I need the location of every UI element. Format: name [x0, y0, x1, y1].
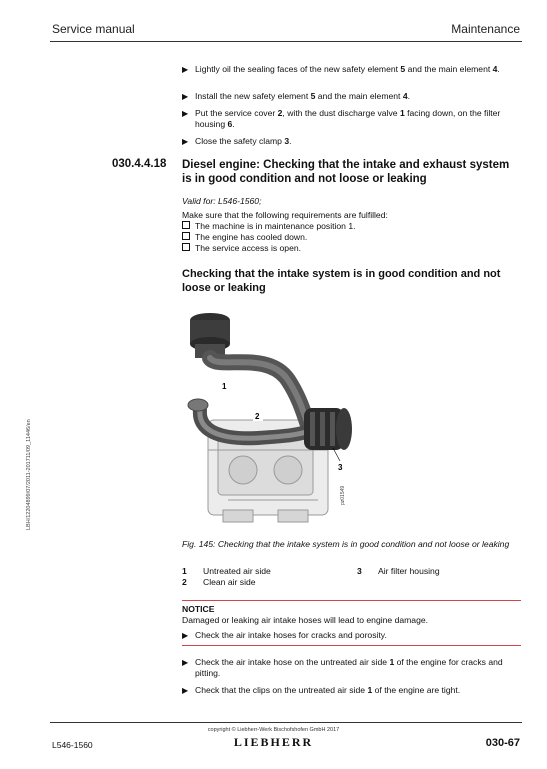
step-item: ▶ Close the safety clamp 3. — [182, 136, 292, 146]
requirement-item: The machine is in maintenance position 1. — [182, 221, 356, 232]
model-code: L546-1560 — [52, 740, 93, 750]
checkbox-icon — [182, 243, 190, 251]
checkbox-icon — [182, 221, 190, 229]
header-right: Maintenance — [451, 22, 520, 36]
page-number: 030-67 — [485, 737, 520, 749]
legend-text: Clean air side — [203, 577, 256, 587]
arrow-icon: ▶ — [182, 92, 189, 101]
checkbox-icon — [182, 232, 190, 240]
step-item: ▶ Lightly oil the sealing faces of the new safety element 5 and the main element 4. — [182, 64, 500, 74]
valid-for: Valid for: L546-1560; — [182, 196, 262, 206]
legend-num: 1 — [182, 566, 187, 576]
engine-intake-figure — [178, 300, 358, 532]
arrow-icon: ▶ — [182, 109, 189, 118]
step-item: ▶ Put the service cover 2, with the dust discharge valve 1 facing down, on the filter housing 6. — [182, 108, 501, 129]
legend-num: 3 — [357, 566, 362, 576]
arrow-icon: ▶ — [182, 658, 189, 667]
subsection-title: Checking that the intake system is in good condition and not loose or leaking — [182, 268, 501, 294]
step-item: ▶ Check the air intake hose on the untreated air side 1 of the engine for cracks and pitting. — [182, 657, 503, 678]
arrow-icon: ▶ — [182, 65, 189, 74]
requirements-intro: Make sure that the following requirements are fulfilled: — [182, 210, 388, 220]
requirement-item: The engine has cooled down. — [182, 232, 307, 243]
image-code: pz01549 — [340, 485, 346, 505]
footer-rule — [50, 722, 522, 723]
legend-num: 2 — [182, 577, 187, 587]
arrow-icon: ▶ — [182, 137, 189, 146]
requirement-item: The service access is open. — [182, 243, 301, 254]
notice-text: Damaged or leaking air intake hoses will lead to engine damage. — [182, 615, 429, 625]
notice-title: NOTICE — [182, 604, 215, 614]
section-number: 030.4.4.18 — [112, 158, 167, 170]
notice-rule-bottom — [182, 645, 521, 646]
brand-logo: LIEBHERR — [233, 735, 314, 749]
copyright: copyright © Liebherr-Werk Bischofshofen GmbH 2017 — [207, 727, 340, 733]
legend-text: Untreated air side — [203, 566, 271, 576]
arrow-icon: ▶ — [182, 631, 189, 640]
section-title: Diesel engine: Checking that the intake and exhaust system is in good condition and not loose or leaking — [182, 159, 510, 185]
callout-3: 3 — [338, 463, 343, 472]
callout-1: 1 — [222, 382, 227, 391]
legend-text: Air filter housing — [378, 566, 440, 576]
notice-action: ▶ Check the air intake hoses for cracks and porosity. — [182, 630, 387, 640]
step-item: ▶ Check that the clips on the untreated air side 1 of the engine are tight. — [182, 685, 461, 695]
arrow-icon: ▶ — [182, 686, 189, 695]
figure-caption: Fig. 145: Checking that the intake system is in good condition and not loose or leaking — [182, 539, 510, 549]
header-rule — [50, 41, 522, 42]
callout-2: 2 — [255, 412, 260, 421]
notice-rule-top — [182, 600, 521, 601]
header-left: Service manual — [52, 22, 135, 36]
engine-intake-illustration — [178, 300, 358, 532]
step-item: ▶ Install the new safety element 5 and the main element 4. — [182, 91, 410, 101]
side-document-code: LBH/12204899/07/2011-201711/09_11446/en — [26, 419, 32, 530]
